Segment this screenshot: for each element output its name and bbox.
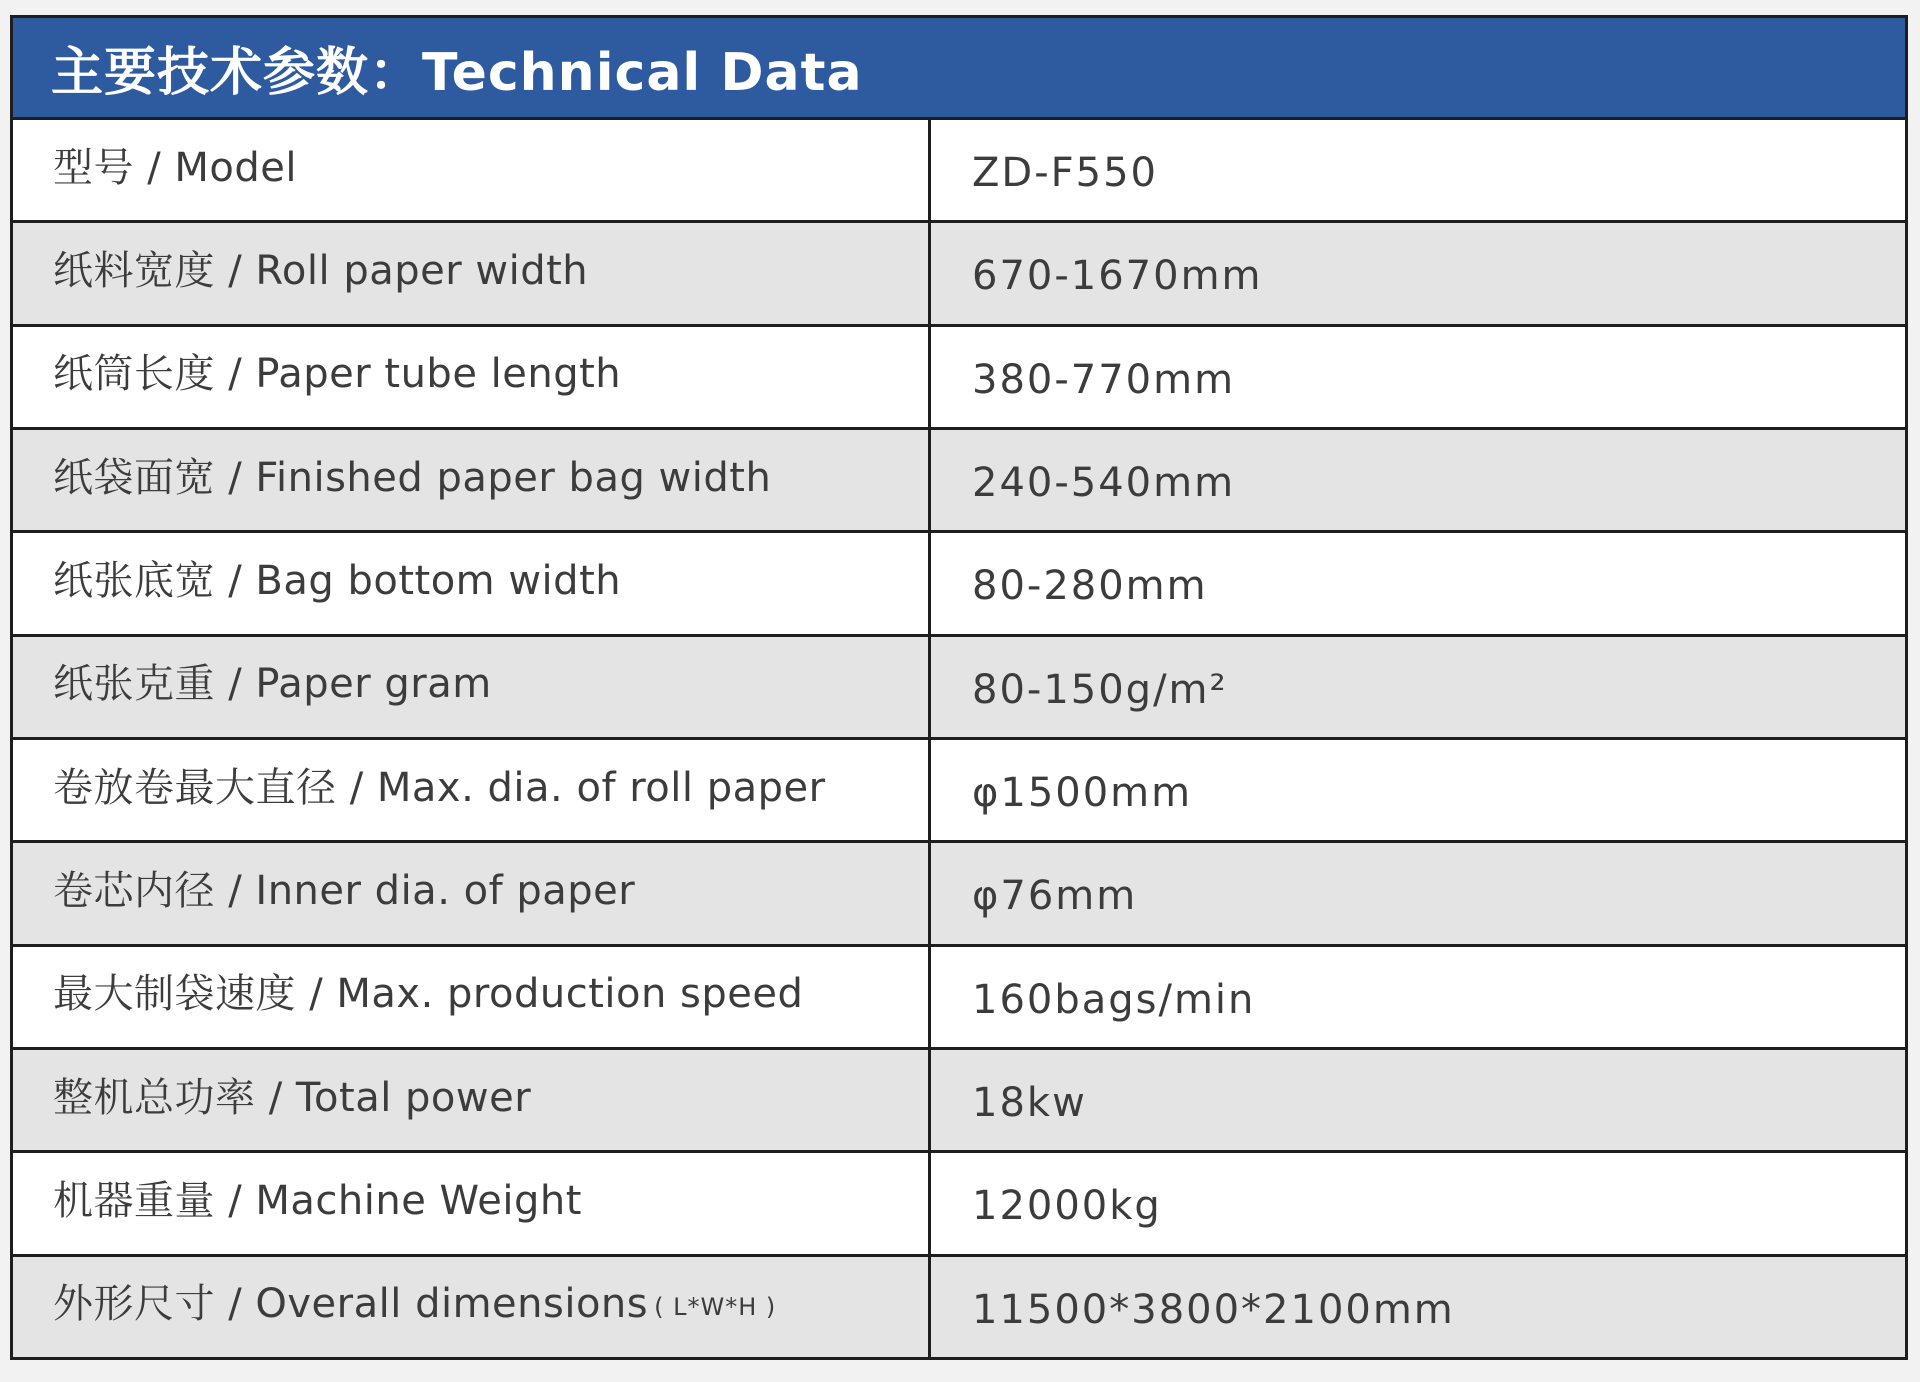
table-row (13, 223, 1905, 326)
table-row (13, 533, 1905, 636)
param-label (13, 1050, 931, 1150)
technical-data-table (10, 15, 1908, 1360)
param-label-text: 纸料宽度 / Roll paper width (53, 247, 589, 294)
param-label (13, 1257, 931, 1357)
param-value: φ1500mm (972, 770, 1193, 817)
param-label-text: 纸张克重 / Paper gram (53, 661, 492, 708)
param-value: 240-540mm (972, 460, 1236, 507)
param-value: 380-770mm (972, 356, 1236, 403)
param-label (13, 947, 931, 1047)
param-label (13, 120, 931, 220)
param-value: φ76mm (972, 873, 1138, 920)
param-label (13, 740, 931, 840)
param-value: 160bags/min (972, 976, 1256, 1023)
param-value: 80-280mm (972, 563, 1208, 610)
table-row (13, 1153, 1905, 1256)
dimension-suffix: ( L*W*H ) (654, 1292, 777, 1321)
param-label (13, 430, 931, 530)
param-label (13, 843, 931, 943)
param-value: 11500*3800*2100mm (972, 1286, 1455, 1333)
param-label-text: 纸筒长度 / Paper tube length (53, 351, 622, 398)
table-row (13, 637, 1905, 740)
table-row (13, 843, 1905, 946)
param-label-text: 卷芯内径 / Inner dia. of paper (53, 867, 636, 914)
param-value: 12000kg (972, 1183, 1162, 1230)
table-row (13, 120, 1905, 223)
param-label-text: 机器重量 / Machine Weight (53, 1177, 582, 1224)
table-header (13, 18, 1905, 120)
param-label-text: 最大制袋速度 / Max. production speed (53, 971, 804, 1018)
table-row (13, 1257, 1905, 1357)
table-title: 主要技术参数：Technical Data (51, 43, 863, 103)
param-label-text: 纸张底宽 / Bag bottom width (53, 557, 622, 604)
param-label (13, 223, 931, 323)
table-row (13, 327, 1905, 430)
table-body (13, 120, 1905, 1357)
table-row (13, 430, 1905, 533)
param-value: ZD-F550 (972, 150, 1158, 197)
table-row (13, 740, 1905, 843)
table-row (13, 947, 1905, 1050)
param-label-text: 型号 / Model (53, 144, 298, 191)
param-label-text: 整机总功率 / Total power (53, 1074, 532, 1121)
param-label-text: 纸袋面宽 / Finished paper bag width (53, 454, 772, 501)
param-label-text: 卷放卷最大直径 / Max. dia. of roll paper (53, 764, 826, 811)
param-label (13, 533, 931, 633)
param-label (13, 327, 931, 427)
param-value: 18kw (972, 1080, 1087, 1127)
param-label (13, 637, 931, 737)
param-value: 670-1670mm (972, 253, 1263, 300)
param-label-text: 外形尺寸 / Overall dimensions (53, 1281, 649, 1328)
param-value: 80-150g/m² (972, 666, 1228, 713)
param-label (13, 1153, 931, 1253)
table-row (13, 1050, 1905, 1153)
